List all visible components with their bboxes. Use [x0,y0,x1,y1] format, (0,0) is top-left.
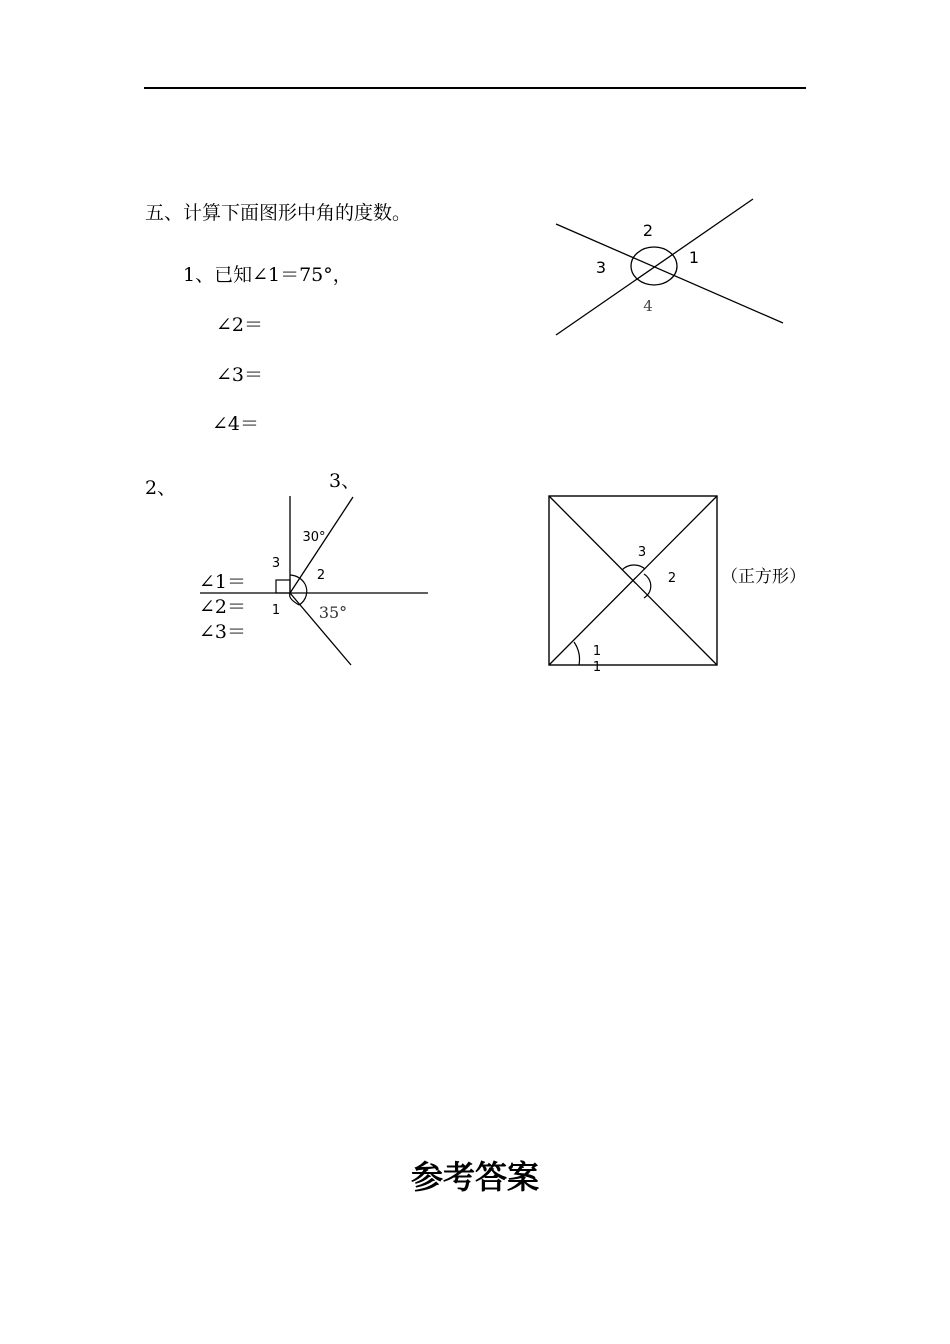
q3-note: （正方形） [721,567,806,587]
q2-blank-angle2: ∠2＝ [199,596,247,618]
q2-blank-angle1: ∠1＝ [199,571,247,593]
q2-label-2: 2 [316,568,326,583]
q3-angle-arc-3 [622,565,645,570]
section-title: 五、计算下面图形中角的度数。 [145,202,412,224]
answer-title: 参考答案 [410,1158,539,1196]
q3-label-1: 1 [592,644,602,659]
q3-label-2: 2 [667,571,677,586]
q1-blank-angle2: ∠2＝ [216,314,264,336]
q2-label-35: 35° [318,603,348,622]
q3-number: 3、 [329,470,361,492]
q1-label-4: 4 [643,297,653,315]
q1-given: 1、已知∠1＝75°， [183,264,352,286]
q2-number: 2、 [145,477,177,499]
q1-label-2: 2 [642,221,654,240]
q2-label-1: 1 [271,603,281,618]
q2-blank-angle3: ∠3＝ [199,621,247,643]
q1-label-1: 1 [688,248,700,267]
q3-label-3: 3 [637,545,647,560]
q1-blank-angle4: ∠4＝ [212,413,260,435]
q1-blank-angle3: ∠3＝ [216,364,264,386]
q1-label-3: 3 [595,258,607,277]
q3-angle-arc-2 [644,574,651,598]
q2-label-3: 3 [271,556,281,571]
q3-angle-arc-1 [574,642,579,665]
q2-label-30: 30° [302,530,326,545]
q3-label-1-duplicate: 1 [592,660,602,675]
